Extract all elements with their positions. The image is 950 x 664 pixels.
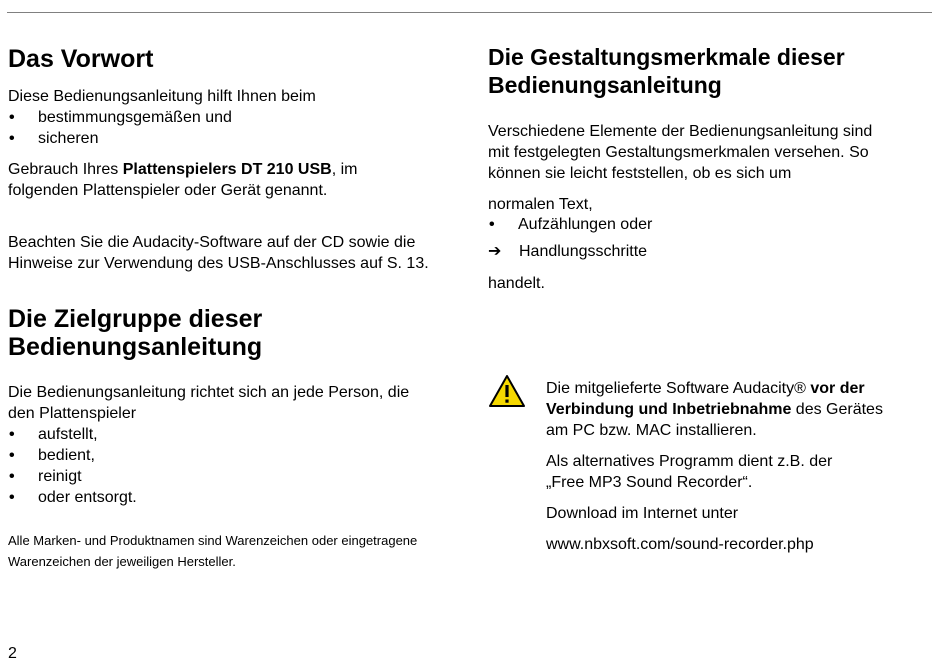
product-name: Plattenspielers DT 210 USB <box>122 161 332 178</box>
alternative-program-note: Als alternatives Programm dient z.B. der „Free MP3 Sound Recorder“. <box>546 453 833 491</box>
page-number: 2 <box>8 645 17 662</box>
gestaltung-paragraph: Verschiedene Elemente der Bedienungsanleitung sind mit festgelegten Gestaltungsmerkmalen versehen. So können sie leicht feststellen, ob es sich um <box>488 123 873 182</box>
bullet-icon: • <box>489 216 495 233</box>
header-rule <box>7 12 932 13</box>
list-item: • oder entsorgt. <box>9 489 137 506</box>
action-step-example: ➔ Handlungsschritte <box>488 243 648 260</box>
list-item: • Aufzählungen oder <box>489 216 653 233</box>
bullet-icon: • <box>9 130 15 147</box>
list-item: • bedient, <box>9 447 95 464</box>
download-url: www.nbxsoft.com/sound-recorder.php <box>546 536 814 553</box>
zielgruppe-intro: Die Bedienungsanleitung richtet sich an jede Person, die den Plattenspieler <box>8 384 410 422</box>
gestaltung-bullet-list <box>488 214 652 235</box>
bullet-icon: • <box>9 489 15 506</box>
gestaltung-closing: handelt. <box>488 275 545 292</box>
list-item: • bestimmungsgemäßen und <box>9 109 232 126</box>
normal-text-example: normalen Text, <box>488 196 593 213</box>
vorwort-bullet-list <box>8 107 232 149</box>
warning-triangle-icon <box>488 374 526 408</box>
vorwort-intro: Diese Bedienungsanleitung hilft Ihnen beim <box>8 88 316 105</box>
vorwort-audacity-hint: Beachten Sie die Audacity-Software auf der CD sowie die Hinweise zur Verwendung des USB-Anschlusses auf S. 13. <box>8 234 429 272</box>
download-note: Download im Internet unter <box>546 505 739 522</box>
bullet-icon: • <box>9 468 15 485</box>
arrow-right-icon: ➔ <box>488 243 502 260</box>
bullet-icon: • <box>9 426 15 443</box>
heading-gestaltungsmerkmale: Die Gestaltungsmerkmale dieser Bedienungsanleitung <box>488 44 845 98</box>
heading-vorwort: Das Vorwort <box>8 45 154 73</box>
software-install-note: Die mitgelieferte Software Audacity® vor der Verbindung und Inbetriebnahme des Gerätes am PC bzw. MAC installieren. <box>546 380 883 439</box>
list-item: • reinigt <box>9 468 82 485</box>
bullet-icon: • <box>9 447 15 464</box>
list-item: • sicheren <box>9 130 99 147</box>
vorwort-usage: Gebrauch Ihres Plattenspielers DT 210 USB, im folgenden Plattenspieler oder Gerät genannt. <box>8 161 358 199</box>
list-item: • aufstellt, <box>9 426 98 443</box>
bullet-icon: • <box>9 109 15 126</box>
zielgruppe-bullet-list <box>8 424 137 508</box>
heading-zielgruppe: Die Zielgruppe dieser Bedienungsanleitung <box>8 305 263 361</box>
trademark-notice: Alle Marken- und Produktnamen sind Warenzeichen oder eingetragene Warenzeichen der jeweiligen Hersteller. <box>8 533 418 569</box>
